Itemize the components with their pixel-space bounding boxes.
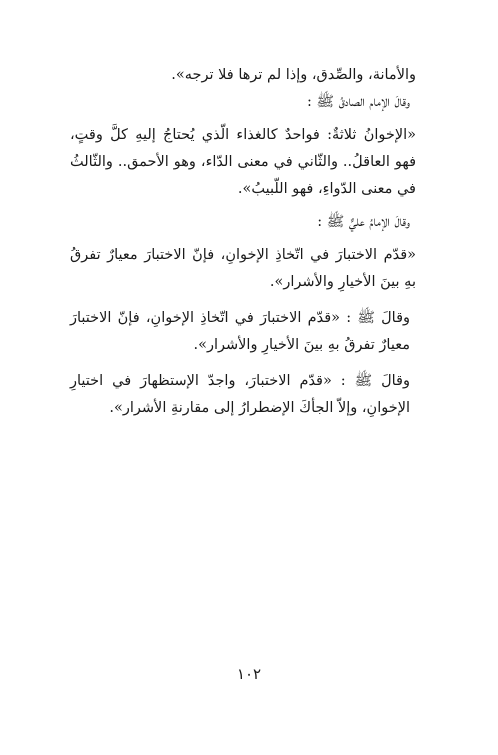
text-body [70, 62, 416, 422]
paragraph-quote-test-brothers: «قدّم الاختبارَ في اتّخاذِ الإخوانِ، فإنّ الاختبارَ معيارٌ تفرقُ بهِ بينَ الأخيارِ والأشرار». [70, 247, 416, 290]
paragraph-quote-end: والأمانة، والصِّدق، وإذا لم ترها فلا ترجه». [171, 67, 416, 83]
paragraph-attribution-ali: وقالَ الإمامُ عليٌّ ﷺ : [317, 214, 410, 230]
paragraph-quote-test-choose: وقالَ ﷺ : «قدّم الاختبارَ، واجدّ الإستظهارَ في اختيارِ الإخوانِ، وإلاّ الجأكَ الإضطرارُ إلى مقارنةِ الأشرار». [70, 373, 410, 416]
paragraph-quote-brothers-three: «الإخوانُ ثلاثةٌ: فواحدٌ كالغذاء الّذي يُحتاجُ إليهِ كلَّ وقتٍ، فهو العاقلُ.. والثّاني في معنى الدّاء، وهو الأحمق.. والثّالثُ في معنى الدّواءِ، فهو اللّبيبُ». [70, 127, 416, 197]
paragraph-quote-test-brothers-repeat: وقالَ ﷺ : «قدّم الاختبارَ في اتّخاذِ الإخوانِ، فإنّ الاختبارَ معيارٌ تفرقُ بهِ بينَ الأخيارِ والأشرار». [70, 310, 410, 353]
page-number: ١٠٢ [236, 665, 262, 683]
paragraph-attribution-sadiq: وقالَ الإمام الصادقُ ﷺ : [307, 94, 410, 110]
